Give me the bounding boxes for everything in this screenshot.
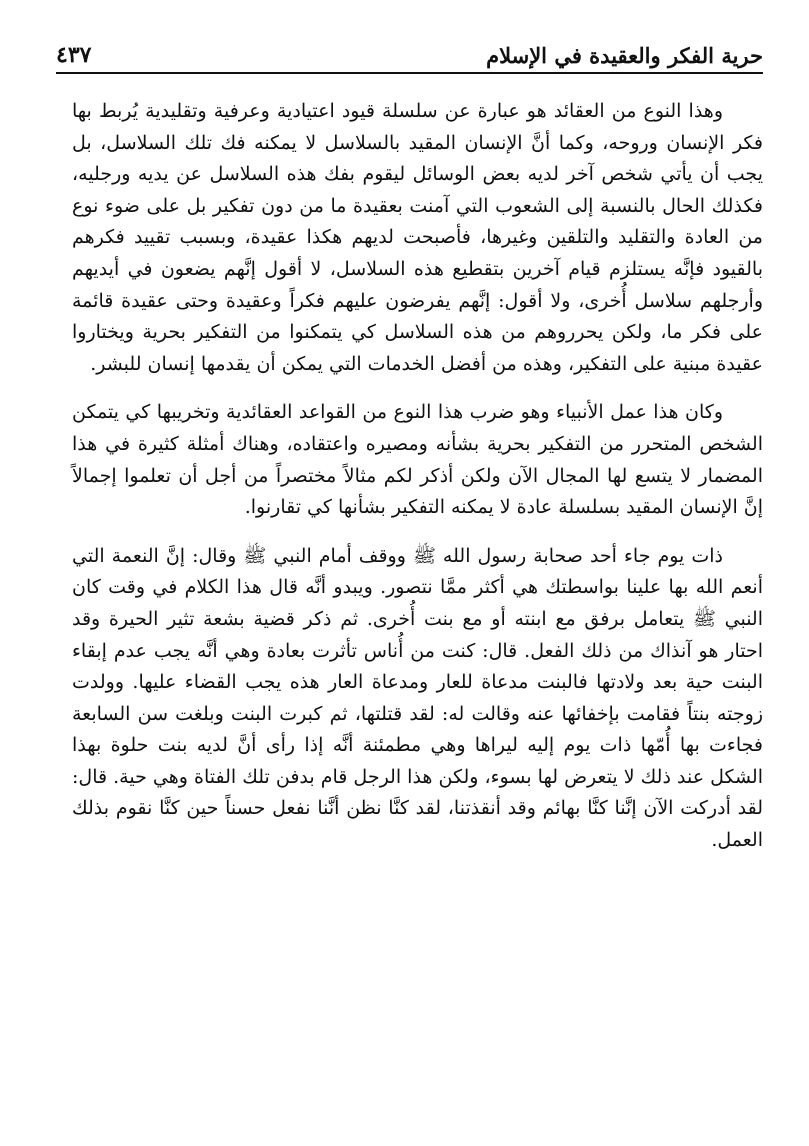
- running-title: حرية الفكر والعقيدة في الإسلام: [486, 43, 763, 68]
- page-number: ٤٣٧: [56, 42, 92, 68]
- paragraph-3: ذات يوم جاء أحد صحابة رسول الله ﷺ ووقف أمام النبي ﷺ وقال: إنَّ النعمة التي أنعم الله بها علينا بواسطتك هي أكثر ممَّا نتصور. ويبدو أنَّه قال هذا الكلام في وقت كان النبي ﷺ يتعامل برفق مع ابنته أو مع بنت أُخرى. ثم ذكر قضية بشعة تثير الحيرة وقد احتار هو آنذاك من ذلك الفعل. قال: كنت من أُناس تأثرت بعادة وهي أنَّه يجب عدم إبقاء البنت حية بعد ولادتها فالبنت مدعاة للعار ومدعاة العار هذه يجب القضاء عليها. وولدت زوجته بنتاً فقامت بإخفائها عنه وقالت له: لقد قتلتها، ثم كبرت البنت وبلغت سن السابعة فجاءت بها أُمّها ذات يوم إليه ليراها وهي مطمئنة أنَّه إذا رأى أنَّ لديه بنت حلوة بهذا الشكل عند ذلك لا يتعرض لها بسوء، ولكن هذا الرجل قام بدفن تلك الفتاة وهي حية. قال: لقد أدركت الآن إنَّنا كنَّا بهائم وقد أنقذتنا، لقد كنَّا نظن أنَّنا نفعل حسناً حين كنَّا نقوم بذلك العمل.: [72, 544, 763, 852]
- page-header: [56, 28, 763, 68]
- paragraph-2: وكان هذا عمل الأنبياء وهو ضرب هذا النوع من القواعد العقائدية وتخريبها كي يتمكن الشخص المتحرر من التفكير بحرية بشأنه ومصيره واعتقاده، وهناك أمثلة كثيرة في هذا المضمار لا يتسع لها المجال الآن ولكن أذكر لكم مثالاً مختصراً من أجل أن تعلموا إجمالاً إنَّ الإنسان المقيد بسلسلة عادة لا يمكنه التفكير بشأنها كي تقارنوا.: [72, 401, 763, 519]
- paragraph-1: وهذا النوع من العقائد هو عبارة عن سلسلة قيود اعتيادية وعرفية وتقليدية يُربط بها فكر الإنسان وروحه، وكما أنَّ الإنسان المقيد بالسلاسل لا يمكنه فك تلك السلاسل، بل يجب أن يأتي شخص آخر لديه بعض الوسائل ليقوم بفك هذه السلاسل عن يديه ورجليه، فكذلك الحال بالنسبة إلى الشعوب التي آمنت بعقيدة ما من دون تفكير بل على ضوء نوع من العادة والتقليد والتلقين وغيرها، فأصبحت لديهم هكذا عقيدة، وبسبب تقييد فكرهم بالقيود فإنَّه يستلزم قيام آخرين بتقطيع هذه السلاسل، لا أقول إنَّهم يضعون في أيديهم وأرجلهم سلاسل أُخرى، ولا أقول: إنَّهم يفرضون عليهم فكراً وعقيدة وحتى عقيدة قائمة على فكر ما، ولكن يحرروهم من هذه السلاسل كي يتمكنوا من التفكير بحرية ويختاروا عقيدة مبنية على التفكير، وهذه من أفضل الخدمات التي يمكن أن يقدمها إنسان للبشر.: [72, 100, 763, 375]
- header-rule: [56, 72, 763, 74]
- body-text: [72, 96, 763, 857]
